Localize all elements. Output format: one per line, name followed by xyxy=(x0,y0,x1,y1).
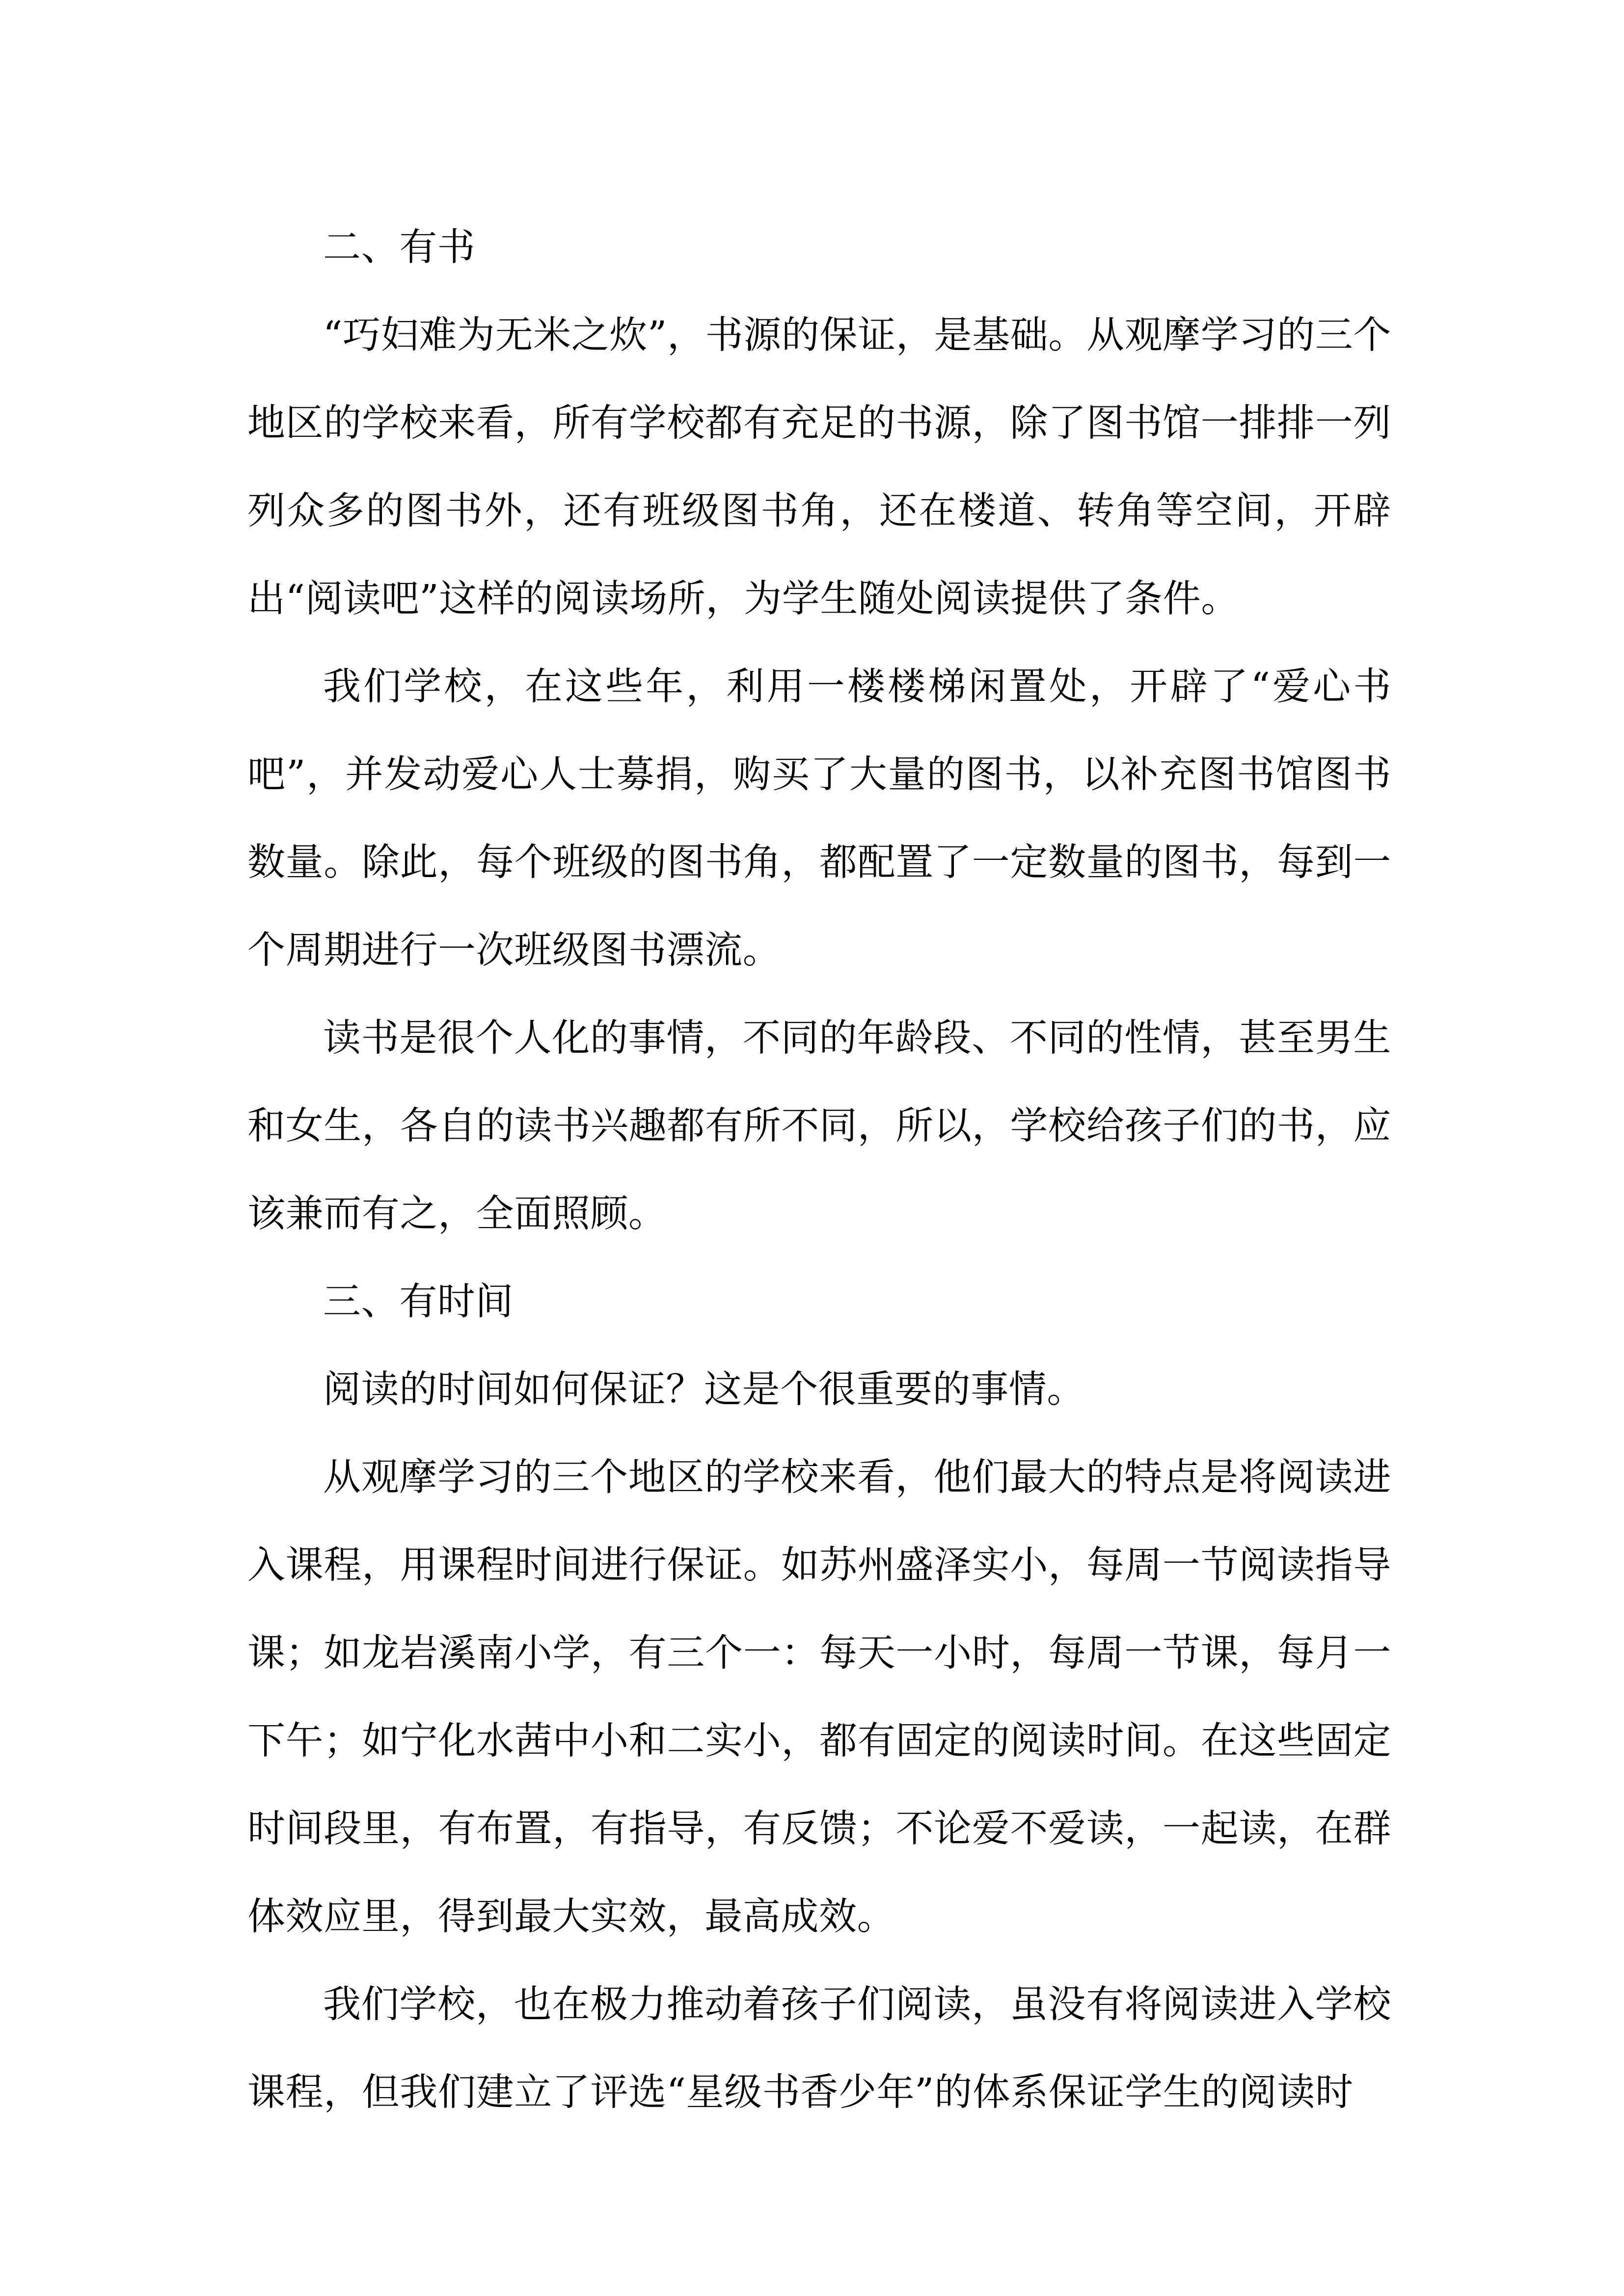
paragraph: 读书是很个人化的事情，不同的年龄段、不同的性情，甚至男生和女生，各自的读书兴趣都有所不同，所以，学校给孩子们的书，应该兼而有之，全面照顾。 xyxy=(247,1016,1391,1236)
section-heading-books: 二、有书 xyxy=(323,226,476,269)
paragraph: 阅读的时间如何保证？这是个很重要的事情。 xyxy=(323,1368,1085,1412)
paragraph: 从观摩学习的三个地区的学校来看，他们最大的特点是将阅读进入课程，用课程时间进行保证。如苏州盛泽实小，每周一节阅读指导课；如龙岩溪南小学，有三个一：每天一小时，每周一节课，每月一下午；如宁化水茜中小和二实小，都有固定的阅读时间。在这些固定时间段里，有布置，有指导，有反馈；不论爱不爱读，一起读，在群体效应里，得到最大实效，最高成效。 xyxy=(247,1456,1391,1939)
paragraph: “巧妇难为无米之炊”，书源的保证，是基础。从观摩学习的三个地区的学校来看，所有学校都有充足的书源，除了图书馆一排排一列列众多的图书外，还有班级图书角，还在楼道、转角等空间，开辟出“阅读吧”这样的阅读场所，为学生随处阅读提供了条件。 xyxy=(247,314,1391,621)
paragraph: 我们学校，在这些年，利用一楼楼梯闲置处，开辟了“爱心书吧”，并发动爱心人士募捐，购买了大量的图书，以补充图书馆图书数量。除此，每个班级的图书角，都配置了一定数量的图书，每到一个周期进行一次班级图书漂流。 xyxy=(247,665,1391,972)
document-body xyxy=(247,204,1391,2136)
section-heading-time: 三、有时间 xyxy=(323,1280,514,1324)
paragraph: 我们学校，也在极力推动着孩子们阅读，虽没有将阅读进入学校课程，但我们建立了评选“星级书香少年”的体系保证学生的阅读时 xyxy=(247,1983,1391,2114)
